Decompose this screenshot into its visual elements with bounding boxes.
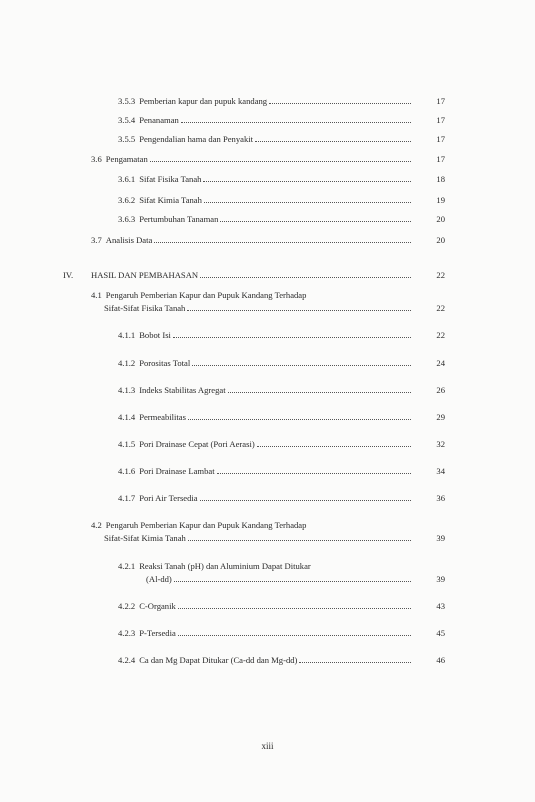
toc-entry <box>118 330 414 340</box>
dot-leader <box>204 202 411 203</box>
toc-entry-title: Porositas Total <box>139 358 191 368</box>
toc-entry-title: Sifat Kimia Tanah <box>139 195 202 205</box>
toc-entry <box>118 439 414 449</box>
toc-entry <box>118 96 414 106</box>
toc-entry-page: 46 <box>436 655 445 665</box>
dot-leader <box>178 635 411 636</box>
dot-leader <box>200 500 411 501</box>
toc-entry-page: 20 <box>436 214 445 224</box>
dot-leader <box>217 473 411 474</box>
toc-entry-title: Pengaruh Pemberian Kapur dan Pupuk Kandang Terhadap <box>105 520 307 530</box>
toc-entry-number: 3.6.2 <box>118 195 136 205</box>
toc-entry <box>118 601 414 611</box>
toc-entry <box>91 154 414 164</box>
toc-entry-number: 4.1.2 <box>118 358 136 368</box>
toc-entry-number: 4.1 <box>91 290 102 300</box>
toc-entry-number: 4.1.4 <box>118 412 136 422</box>
toc-entry-number: 4.1.1 <box>118 330 136 340</box>
toc-entry-page: 17 <box>436 134 445 144</box>
toc-entry-number: 3.7 <box>91 235 102 245</box>
toc-entry-title-line2: Sifat-Sifat Kimia Tanah <box>104 533 186 543</box>
toc-entry-page: 45 <box>436 628 445 638</box>
toc-entry-continuation <box>104 533 414 543</box>
toc-entry-title: HASIL DAN PEMBAHASAN <box>91 270 199 280</box>
toc-entry-page: 43 <box>436 601 445 611</box>
dot-leader <box>181 122 411 123</box>
dot-leader <box>187 310 411 311</box>
dot-leader <box>188 419 411 420</box>
dot-leader <box>269 103 411 104</box>
toc-entry-title: Pertumbuhan Tanaman <box>139 214 219 224</box>
toc-entry <box>91 235 414 245</box>
toc-entry <box>118 385 414 395</box>
dot-leader <box>257 446 411 447</box>
toc-chapter-entry <box>63 270 414 280</box>
toc-entry-page: 36 <box>436 493 445 503</box>
toc-entry-title: Permeabilitas <box>139 412 186 422</box>
toc-entry-page: 22 <box>436 330 445 340</box>
toc-entry-number: 4.1.7 <box>118 493 136 503</box>
toc-entry-number: 4.2 <box>91 520 102 530</box>
toc-entry-title: Ca dan Mg Dapat Ditukar (Ca-dd dan Mg-dd) <box>139 655 298 665</box>
toc-entry-number: 4.2.4 <box>118 655 136 665</box>
dot-leader <box>154 242 411 243</box>
toc-entry <box>118 655 414 665</box>
dot-leader <box>255 141 411 142</box>
toc-entry-page: 22 <box>436 303 445 313</box>
toc-entry <box>118 174 414 184</box>
dot-leader <box>178 608 411 609</box>
toc-entry-page: 22 <box>436 270 445 280</box>
dot-leader <box>203 181 411 182</box>
toc-entry-number: 3.5.4 <box>118 115 136 125</box>
toc-entry-title-line2: Sifat-Sifat Fisika Tanah <box>104 303 186 313</box>
toc-entry-page: 17 <box>436 96 445 106</box>
toc-entry-page: 17 <box>436 115 445 125</box>
toc-entry-title: Penanaman <box>139 115 179 125</box>
toc-entry-title: Pori Drainase Cepat (Pori Aerasi) <box>139 439 255 449</box>
toc-entry-page: 26 <box>436 385 445 395</box>
toc-entry-page: 18 <box>436 174 445 184</box>
dot-leader <box>173 337 411 338</box>
toc-entry-title: Bobot Isi <box>139 330 171 340</box>
toc-entry-number: 4.2.3 <box>118 628 136 638</box>
toc-entry-page: 19 <box>436 195 445 205</box>
dot-leader <box>200 277 411 278</box>
toc-entry-number: IV. <box>63 270 74 280</box>
dot-leader <box>188 540 411 541</box>
toc-entry <box>118 466 414 476</box>
toc-entry <box>118 115 414 125</box>
toc-entry-title: Pemberian kapur dan pupuk kandang <box>139 96 268 106</box>
toc-entry-title: Pengamatan <box>105 154 148 164</box>
toc-entry <box>118 195 414 205</box>
toc-entry-page: 34 <box>436 466 445 476</box>
toc-entry-title: Pori Drainase Lambat <box>139 466 215 476</box>
toc-entry <box>91 520 414 530</box>
dot-leader <box>192 365 411 366</box>
toc-entry-page: 29 <box>436 412 445 422</box>
toc-entry-number: 3.6.3 <box>118 214 136 224</box>
dot-leader <box>220 221 411 222</box>
toc-entry <box>118 561 414 571</box>
toc-entry-continuation <box>146 574 414 584</box>
toc-entry-number: 3.5.3 <box>118 96 136 106</box>
toc-entry-number: 3.6.1 <box>118 174 136 184</box>
toc-entry-title: Pengendalian hama dan Penyakit <box>139 134 254 144</box>
toc-entry-page: 20 <box>436 235 445 245</box>
toc-entry-title: Pori Air Tersedia <box>139 493 198 503</box>
dot-leader <box>150 161 411 162</box>
toc-entry-title-line2: (Al-dd) <box>146 574 172 584</box>
toc-entry <box>91 290 414 300</box>
toc-entry <box>118 493 414 503</box>
toc-entry-title: Pengaruh Pemberian Kapur dan Pupuk Kandang Terhadap <box>105 290 307 300</box>
toc-entry-title: Reaksi Tanah (pH) dan Aluminium Dapat Ditukar <box>139 561 311 571</box>
toc-entry-page: 24 <box>436 358 445 368</box>
dot-leader <box>174 581 411 582</box>
toc-entry-number: 3.6 <box>91 154 102 164</box>
toc-entry-number: 4.1.3 <box>118 385 136 395</box>
toc-entry <box>118 214 414 224</box>
toc-entry <box>118 358 414 368</box>
toc-entry-page: 17 <box>436 154 445 164</box>
toc-entry-number: 3.5.5 <box>118 134 136 144</box>
dot-leader <box>228 392 411 393</box>
toc-entry-page: 39 <box>436 533 445 543</box>
toc-entry-number: 4.2.1 <box>118 561 136 571</box>
toc-entry-title: Analisis Data <box>105 235 153 245</box>
toc-entry-continuation <box>104 303 414 313</box>
toc-entry <box>118 628 414 638</box>
toc-entry-number: 4.1.6 <box>118 466 136 476</box>
toc-entry-title: Sifat Fisika Tanah <box>139 174 202 184</box>
toc-entry-number: 4.2.2 <box>118 601 136 611</box>
dot-leader <box>299 662 411 663</box>
page-number: xiii <box>261 741 274 751</box>
toc-entry-title: C-Organik <box>139 601 176 611</box>
toc-entry-page: 39 <box>436 574 445 584</box>
toc-entry-number: 4.1.5 <box>118 439 136 449</box>
toc-entry <box>118 412 414 422</box>
toc-entry <box>118 134 414 144</box>
toc-entry-page: 32 <box>436 439 445 449</box>
toc-entry-title: Indeks Stabilitas Agregat <box>139 385 226 395</box>
toc-entry-title: P-Tersedia <box>139 628 176 638</box>
